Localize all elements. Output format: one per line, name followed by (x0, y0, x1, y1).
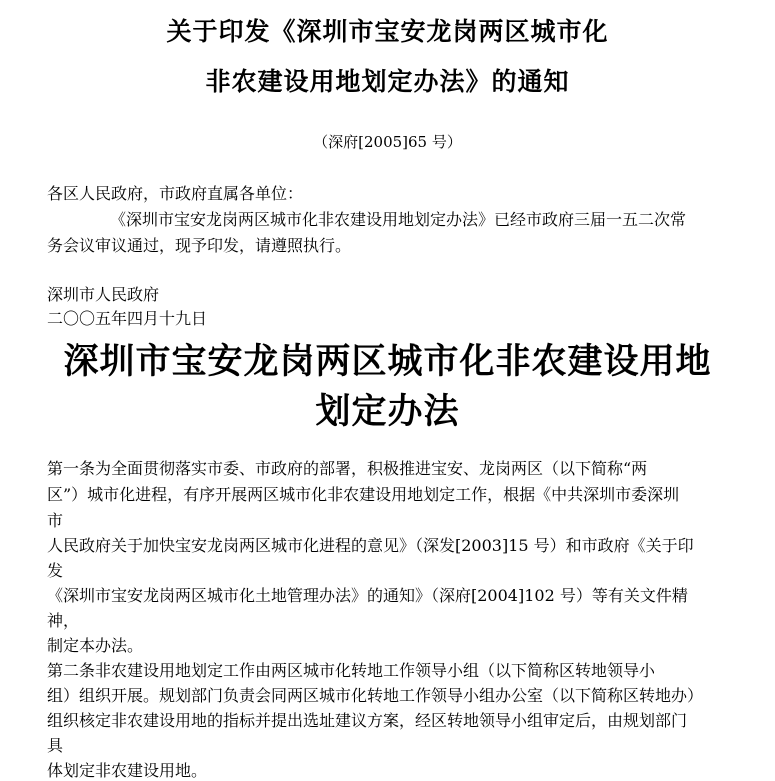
regulation-line: 第一条为全面贯彻落实市委、市政府的部署，积极推进宝安、龙岗两区（以下简称“两 (47, 459, 648, 478)
regulation-line: 发 (47, 561, 64, 580)
issue-date: 二〇〇五年四月十九日 (47, 309, 208, 328)
regulation-line: 组织核定非农建设用地的指标并提出选址建议方案，经区转地领导小组审定后，由规划部门 (47, 711, 688, 730)
regulation-title-line-2: 划定办法 (315, 391, 460, 432)
notice-body-line-2: 务会议审议通过，现予印发，请遵照执行。 (47, 236, 352, 255)
regulation-line: 体划定非农建设用地。 (47, 761, 208, 780)
regulation-line: 制定本办法。 (47, 636, 144, 655)
salutation: 各区人民政府，市政府直属各单位： (47, 184, 304, 203)
regulation-line: 神， (47, 611, 80, 630)
notice-title-line-2: 非农建设用地划定办法》的通知 (205, 67, 570, 96)
issuer: 深圳市人民政府 (47, 285, 160, 304)
regulation-line: 市 (47, 511, 64, 530)
regulation-line: 组）组织开展。规划部门负责会同两区城市化转地工作领导小组办公室（以下简称区转地办） (47, 686, 704, 705)
document-number: （深府[2005]65 号） (313, 133, 462, 151)
notice-title-line-1: 关于印发《深圳市宝安龙岗两区城市化 (166, 17, 609, 46)
regulation-line: 人民政府关于加快宝安龙岗两区城市化进程的意见》（深发[2003]15 号）和市政府《关于印 (47, 536, 694, 555)
regulation-title-line-1: 深圳市宝安龙岗两区城市化非农建设用地 (63, 341, 712, 382)
regulation-line: 区”）城市化进程，有序开展两区城市化非农建设用地划定工作，根据《中共深圳市委深圳 (47, 485, 680, 504)
regulation-line: 《深圳市宝安龙岗两区城市化土地管理办法》的通知》（深府[2004]102 号）等有关文件精 (47, 586, 688, 605)
notice-body-line-1: 《深圳市宝安龙岗两区城市化非农建设用地划定办法》已经市政府三届一五二次常 (110, 210, 687, 229)
regulation-line: 第二条非农建设用地划定工作由两区城市化转地工作领导小组（以下简称区转地领导小 (47, 661, 656, 680)
regulation-line: 具 (47, 736, 64, 755)
